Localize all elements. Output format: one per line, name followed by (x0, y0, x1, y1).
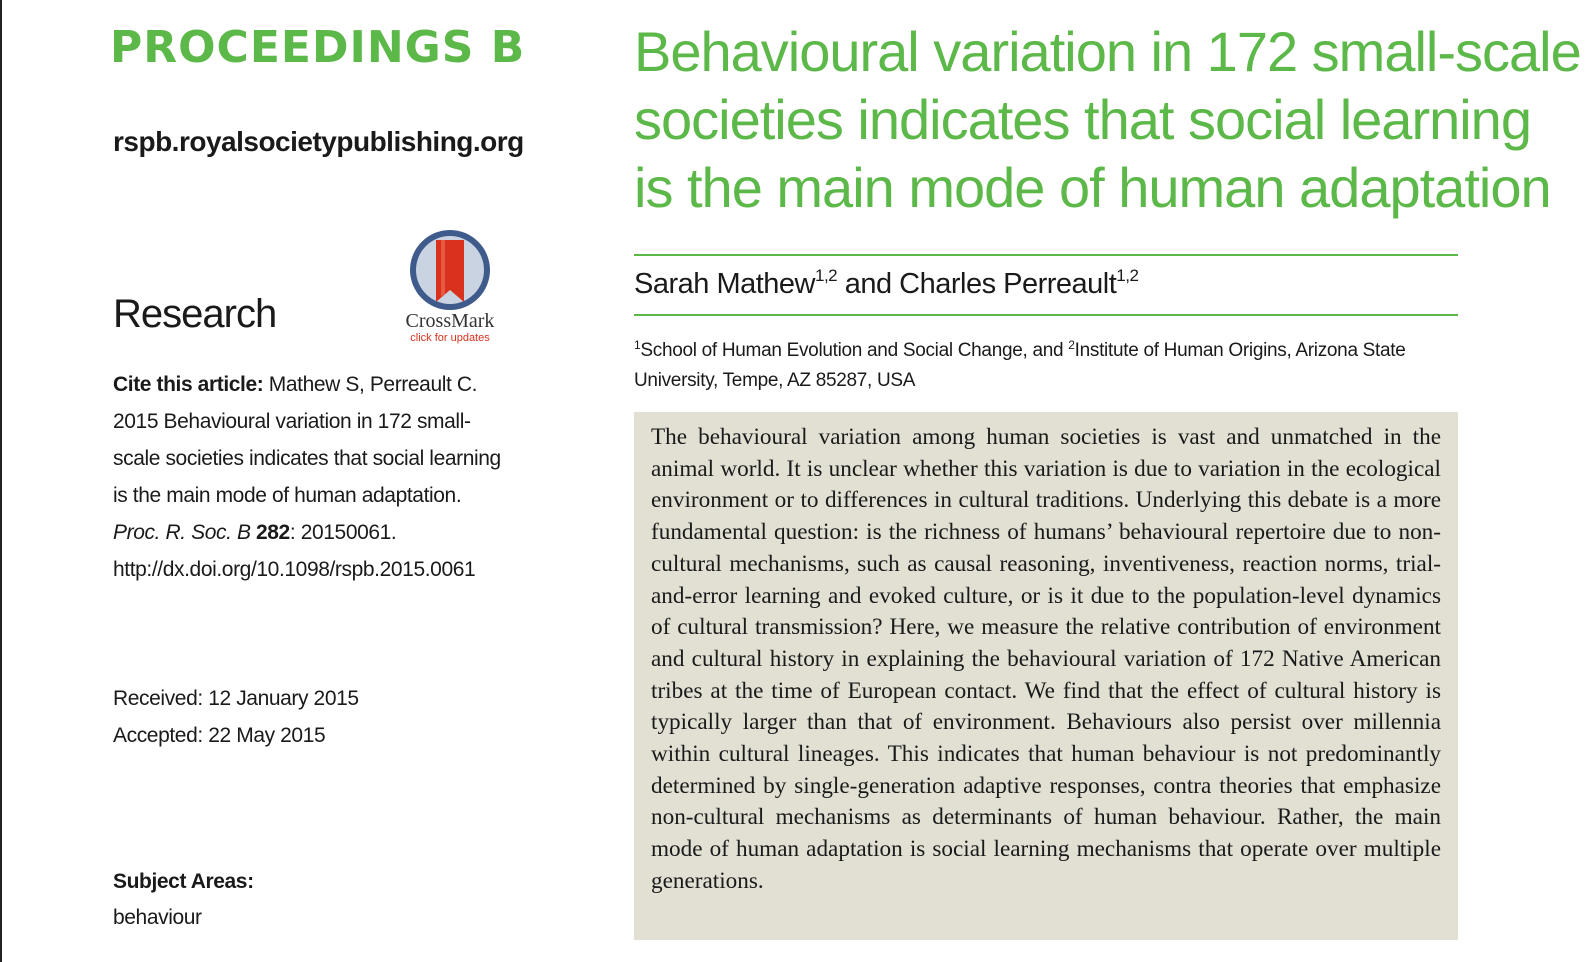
subject-areas-label: Subject Areas: (113, 870, 254, 893)
crossmark-badge[interactable] (398, 228, 502, 352)
author-affiliation-marker: 1,2 (815, 266, 838, 285)
author-name[interactable]: Charles Perreault (899, 268, 1117, 300)
citation-label: Cite this article: (113, 373, 264, 396)
subject-areas (113, 864, 254, 936)
crossmark-label: CrossMark (405, 310, 495, 332)
subject-areas-value: behaviour (113, 906, 202, 929)
title-line: societies indicates that social learning (634, 88, 1531, 151)
author-affiliation-marker: 1,2 (1116, 266, 1139, 285)
accepted-date: Accepted: 22 May 2015 (113, 724, 326, 747)
citation-article-id: : 20150061. (289, 521, 397, 544)
section-label: Research (113, 292, 277, 336)
journal-website-link[interactable]: rspb.royalsocietypublishing.org (113, 126, 524, 157)
dates-block (113, 680, 359, 754)
citation-block (113, 366, 503, 588)
citation-volume: 282 (255, 521, 290, 544)
author-divider (634, 314, 1458, 316)
title-divider (634, 254, 1458, 256)
title-line: is the main mode of human adaptation (634, 156, 1551, 219)
crossmark-sublabel: click for updates (410, 332, 490, 344)
title-line: Behavioural variation in 172 small-scale (634, 20, 1581, 83)
page-edge-line (0, 0, 2, 962)
citation-journal: Proc. R. Soc. B (113, 521, 251, 544)
received-date: Received: 12 January 2015 (113, 687, 359, 710)
author-separator: and (837, 268, 900, 300)
citation-text: Mathew S, Perreault C. 2015 Behavioural variation in 172 small-scale societies indicates that social learning is the main mode of human adaptation. (113, 373, 501, 507)
affiliation-marker: 1 (634, 338, 641, 352)
journal-name: PROCEEDINGS B (110, 22, 526, 73)
affiliations (634, 330, 1464, 396)
article-title (634, 18, 1581, 222)
author-list (634, 266, 1138, 301)
affiliation-text: School of Human Evolution and Social Change, and (640, 340, 1069, 361)
affiliation-text: Institute of Human Origins, Arizona State University, Tempe, AZ 85287, USA (634, 340, 1406, 391)
affiliation-marker: 2 (1068, 338, 1075, 352)
crossmark-icon (408, 228, 492, 312)
author-name[interactable]: Sarah Mathew (634, 268, 815, 300)
abstract-text: The behavioural variation among human societies is vast and unmatched in the animal world. It is unclear whether this variation is due to variation in the ecological environment or to differences in cultural traditions. Underlying this debate is a more fundamental question: is the richness of humans’ behavioural repertoire due to non-cultural mechanisms, such as causal reasoning, inventiveness, reaction norms, trial-and-error learning and evoked culture, or is it due to the population-level dynamics of cultural transmission? Here, we measure the relative contribution of environment and cultural history in explaining the behavioural variation of 172 Native American tribes at the time of European contact. We find that the effect of cultural history is typically larger than that of environment. Behaviours also persist over millennia within cultural lineages. This indicates that human behaviour is not predominantly determined by single-generation adaptive responses, contra theories that emphasize non-cultural mechanisms as determinants of human behaviour. Rather, the main mode of human adaptation is social learning mechanisms that operate over multiple generations. (651, 424, 1441, 894)
citation-doi-link[interactable]: http://dx.doi.org/10.1098/rspb.2015.0061 (113, 558, 476, 581)
